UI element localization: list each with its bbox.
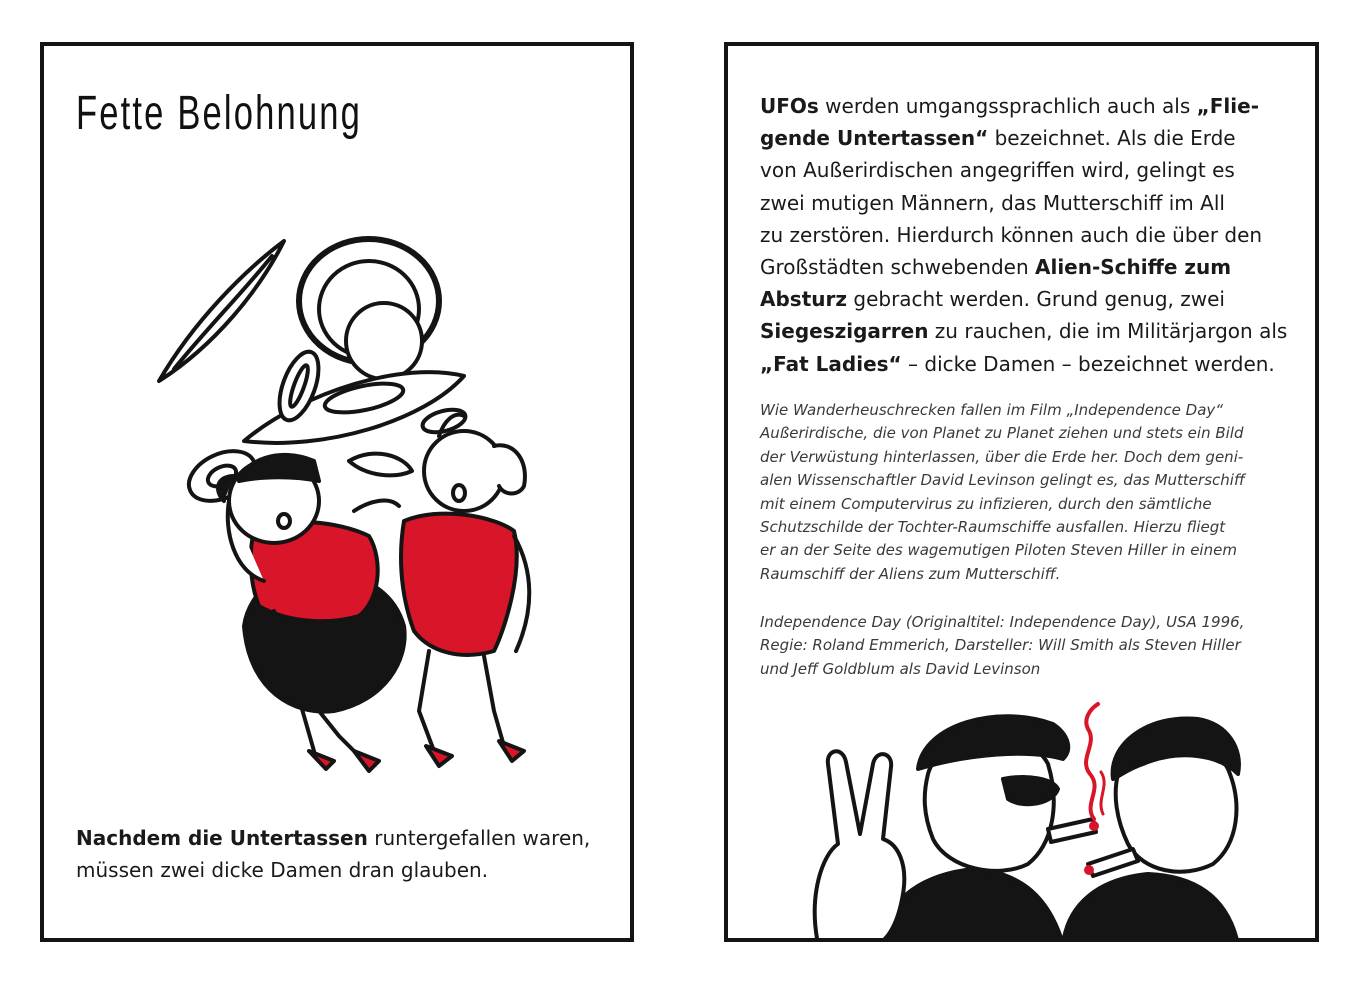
- caption-bold: Nachdem die Untertassen: [76, 826, 368, 850]
- line-9-bold: „Fat Ladies“: [760, 351, 902, 376]
- line-6-bold: Alien-Schiffe zum: [1034, 255, 1232, 280]
- card-caption: [76, 822, 616, 886]
- line-7-text: gebracht werden. Grund genug, zwei: [847, 287, 1225, 312]
- film-credit-line: Regie: Roland Emmerich, Darsteller: Will Smith als Steven Hiller: [760, 636, 1241, 655]
- line-2-bold: gende Untertassen“: [760, 126, 989, 151]
- line-1-bold-a: UFOs: [760, 94, 819, 118]
- card-title: Fette Belohnung: [76, 87, 363, 140]
- left-card: [40, 42, 634, 942]
- film-credit-line: Independence Day (Originaltitel: Independence Day), USA 1996,: [760, 613, 1245, 631]
- line-2-text: bezeichnet. Als die Erde: [988, 126, 1236, 151]
- line-7-bold: Absturz: [760, 287, 848, 312]
- caption-text-1: runtergefallen waren,: [367, 826, 591, 850]
- film-desc-line: Raumschiff der Aliens zum Mutterschiff.: [760, 564, 1061, 583]
- line-5-text: zu zerstören. Hierdurch können auch die über den: [760, 222, 1263, 247]
- ladies-and-saucers-illustration: [154, 231, 534, 791]
- film-description: [760, 399, 1305, 586]
- film-desc-line: Außerirdische, die von Planet zu Planet ziehen und stets ein Bild: [760, 424, 1244, 443]
- film-desc-line: alen Wissenschaftler David Levinson gelingt es, das Mutterschiff: [760, 471, 1245, 490]
- right-card: [724, 42, 1319, 942]
- film-desc-line: der Verwüstung hinterlassen, über die Erde her. Doch dem geni-: [760, 447, 1244, 466]
- line-3-text: von Außerirdischen angegriffen wird, gelingt es: [760, 158, 1235, 183]
- film-credits: [760, 611, 1305, 681]
- line-9-text: – dicke Damen – bezeichnet werden.: [901, 351, 1275, 376]
- film-desc-line: mit einem Computervirus zu infizieren, durch den sämtliche: [760, 494, 1212, 513]
- line-4-text: zwei mutigen Männern, das Mutterschiff im All: [760, 190, 1225, 215]
- main-paragraph: [760, 90, 1300, 380]
- line-6-text: Großstädten schwebenden: [760, 255, 1035, 280]
- line-8-text: zu rauchen, die im Militärjargon als: [928, 319, 1288, 344]
- line-1-bold-b: „Flie-: [1196, 94, 1259, 118]
- cigar-smokers-illustration: [798, 694, 1298, 942]
- line-8-bold: Siegeszigarren: [760, 319, 929, 344]
- film-desc-line: Schutzschilde der Tochter-Raumschiffe ausfallen. Hierzu fliegt: [760, 518, 1226, 537]
- film-desc-line: er an der Seite des wagemutigen Piloten Steven Hiller in einem: [760, 541, 1237, 560]
- line-1-text: werden umgangssprachlich auch als: [818, 94, 1197, 118]
- film-credit-line: und Jeff Goldblum als David Levinson: [760, 659, 1041, 678]
- film-desc-line: Wie Wanderheuschrecken fallen im Film „Independence Day“: [760, 401, 1224, 419]
- caption-text-2: müssen zwei dicke Damen dran glauben.: [76, 858, 489, 882]
